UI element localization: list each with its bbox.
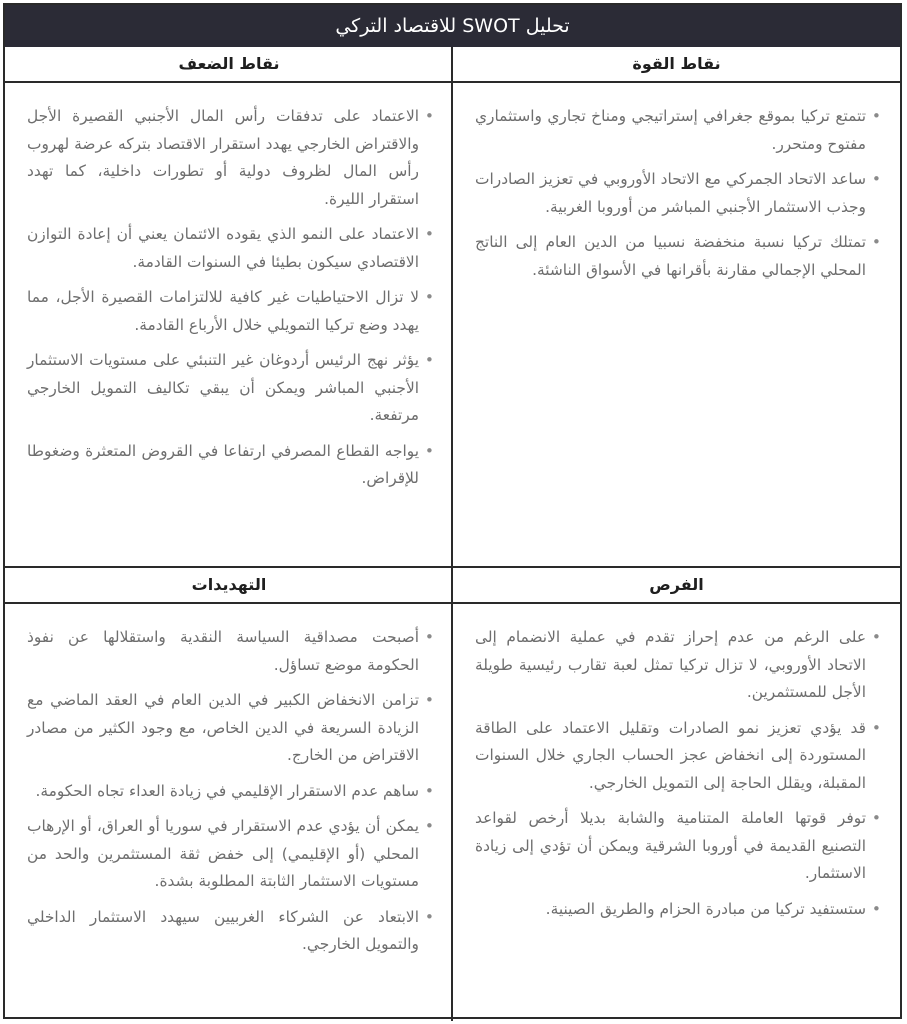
opportunities-cell <box>451 566 900 1021</box>
list-item: • يؤثر نهج الرئيس أردوغان غير التنبئي على مستويات الاستثمار الأجنبي المباشر ويمكن أن يبقي تكاليف التمويل الخارجي مرتفعة. <box>27 347 419 430</box>
swot-grid <box>5 47 900 1017</box>
strengths-list <box>475 103 882 284</box>
list-item: • تمتلك تركيا نسبة منخفضة نسبيا من الدين العام إلى الناتج المحلي الإجمالي مقارنة بأقرانها في الأسواق الناشئة. <box>475 229 866 284</box>
list-item: • ستستفيد تركيا من مبادرة الحزام والطريق الصينية. <box>475 896 866 924</box>
list-item: • يواجه القطاع المصرفي ارتفاعا في القروض المتعثرة وضغوطا للإقراض. <box>27 438 419 493</box>
strengths-cell <box>451 47 900 566</box>
weaknesses-list <box>27 103 435 493</box>
list-item: • تتمتع تركيا بموقع جغرافي إستراتيجي ومناخ تجاري واستثماري مفتوح ومتحرر. <box>475 103 866 158</box>
swot-table <box>3 3 902 1019</box>
list-item: • لا تزال الاحتياطيات غير كافية للالتزامات القصيرة الأجل، مما يهدد وضع تركيا التمويلي خلال الأرباع القادمة. <box>27 284 419 339</box>
list-item: • توفر قوتها العاملة المتنامية والشابة بديلا أرخص لقواعد التصنيع القديمة في أوروبا الشرقية ويمكن أن تؤدي إلى زيادة الاستثمار. <box>475 805 866 888</box>
threats-list <box>27 624 435 959</box>
opportunities-list <box>475 624 882 923</box>
list-item: • يمكن أن يؤدي عدم الاستقرار في سوريا أو العراق، أو الإرهاب المحلي (أو الإقليمي) إلى خفض ثقة المستثمرين والحد من مستويات الاستثمار الثابتة المطلوبة بشدة. <box>27 813 419 896</box>
opportunities-heading: الفرص <box>453 568 900 604</box>
list-item: • تزامن الانخفاض الكبير في الدين العام في العقد الماضي مع الزيادة السريعة في الدين الخاص، مع وجود الكثير من مصادر الاقتراض من الخارج. <box>27 687 419 770</box>
weaknesses-cell <box>5 47 453 566</box>
list-item: • قد يؤدي تعزيز نمو الصادرات وتقليل الاعتماد على الطاقة المستوردة إلى انخفاض عجز الحساب الجاري خلال السنوات المقبلة، ويقلل الحاجة إلى التمويل الخارجي. <box>475 715 866 798</box>
list-item: • أصبحت مصداقية السياسة النقدية واستقلالها عن نفوذ الحكومة موضع تساؤل. <box>27 624 419 679</box>
strengths-heading: نقاط القوة <box>453 47 900 83</box>
list-item: • على الرغم من عدم إحراز تقدم في عملية الانضمام إلى الاتحاد الأوروبي، لا تزال تركيا تمثل لعبة تقارب رئيسية طويلة الأجل للمستثمرين. <box>475 624 866 707</box>
list-item: • ساعد الاتحاد الجمركي مع الاتحاد الأوروبي في تعزيز الصادرات وجذب الاستثمار الأجنبي المباشر من أوروبا الغربية. <box>475 166 866 221</box>
list-item: • الابتعاد عن الشركاء الغربيين سيهدد الاستثمار الداخلي والتمويل الخارجي. <box>27 904 419 959</box>
threats-cell <box>5 566 453 1021</box>
list-item: • ساهم عدم الاستقرار الإقليمي في زيادة العداء تجاه الحكومة. <box>27 778 419 806</box>
threats-heading: التهديدات <box>5 568 453 604</box>
weaknesses-heading: نقاط الضعف <box>5 47 453 83</box>
list-item: • الاعتماد على تدفقات رأس المال الأجنبي القصيرة الأجل والاقتراض الخارجي يهدد استقرار الاقتصاد بتركه عرضة لهروب رأس المال لظروف دولية أو تطورات داخلية، كما تهدد استقرار الليرة. <box>27 103 419 213</box>
list-item: • الاعتماد على النمو الذي يقوده الائتمان يعني أن إعادة التوازن الاقتصادي سيكون بطيئا في السنوات القادمة. <box>27 221 419 276</box>
table-title: تحليل SWOT للاقتصاد التركي <box>5 5 900 47</box>
